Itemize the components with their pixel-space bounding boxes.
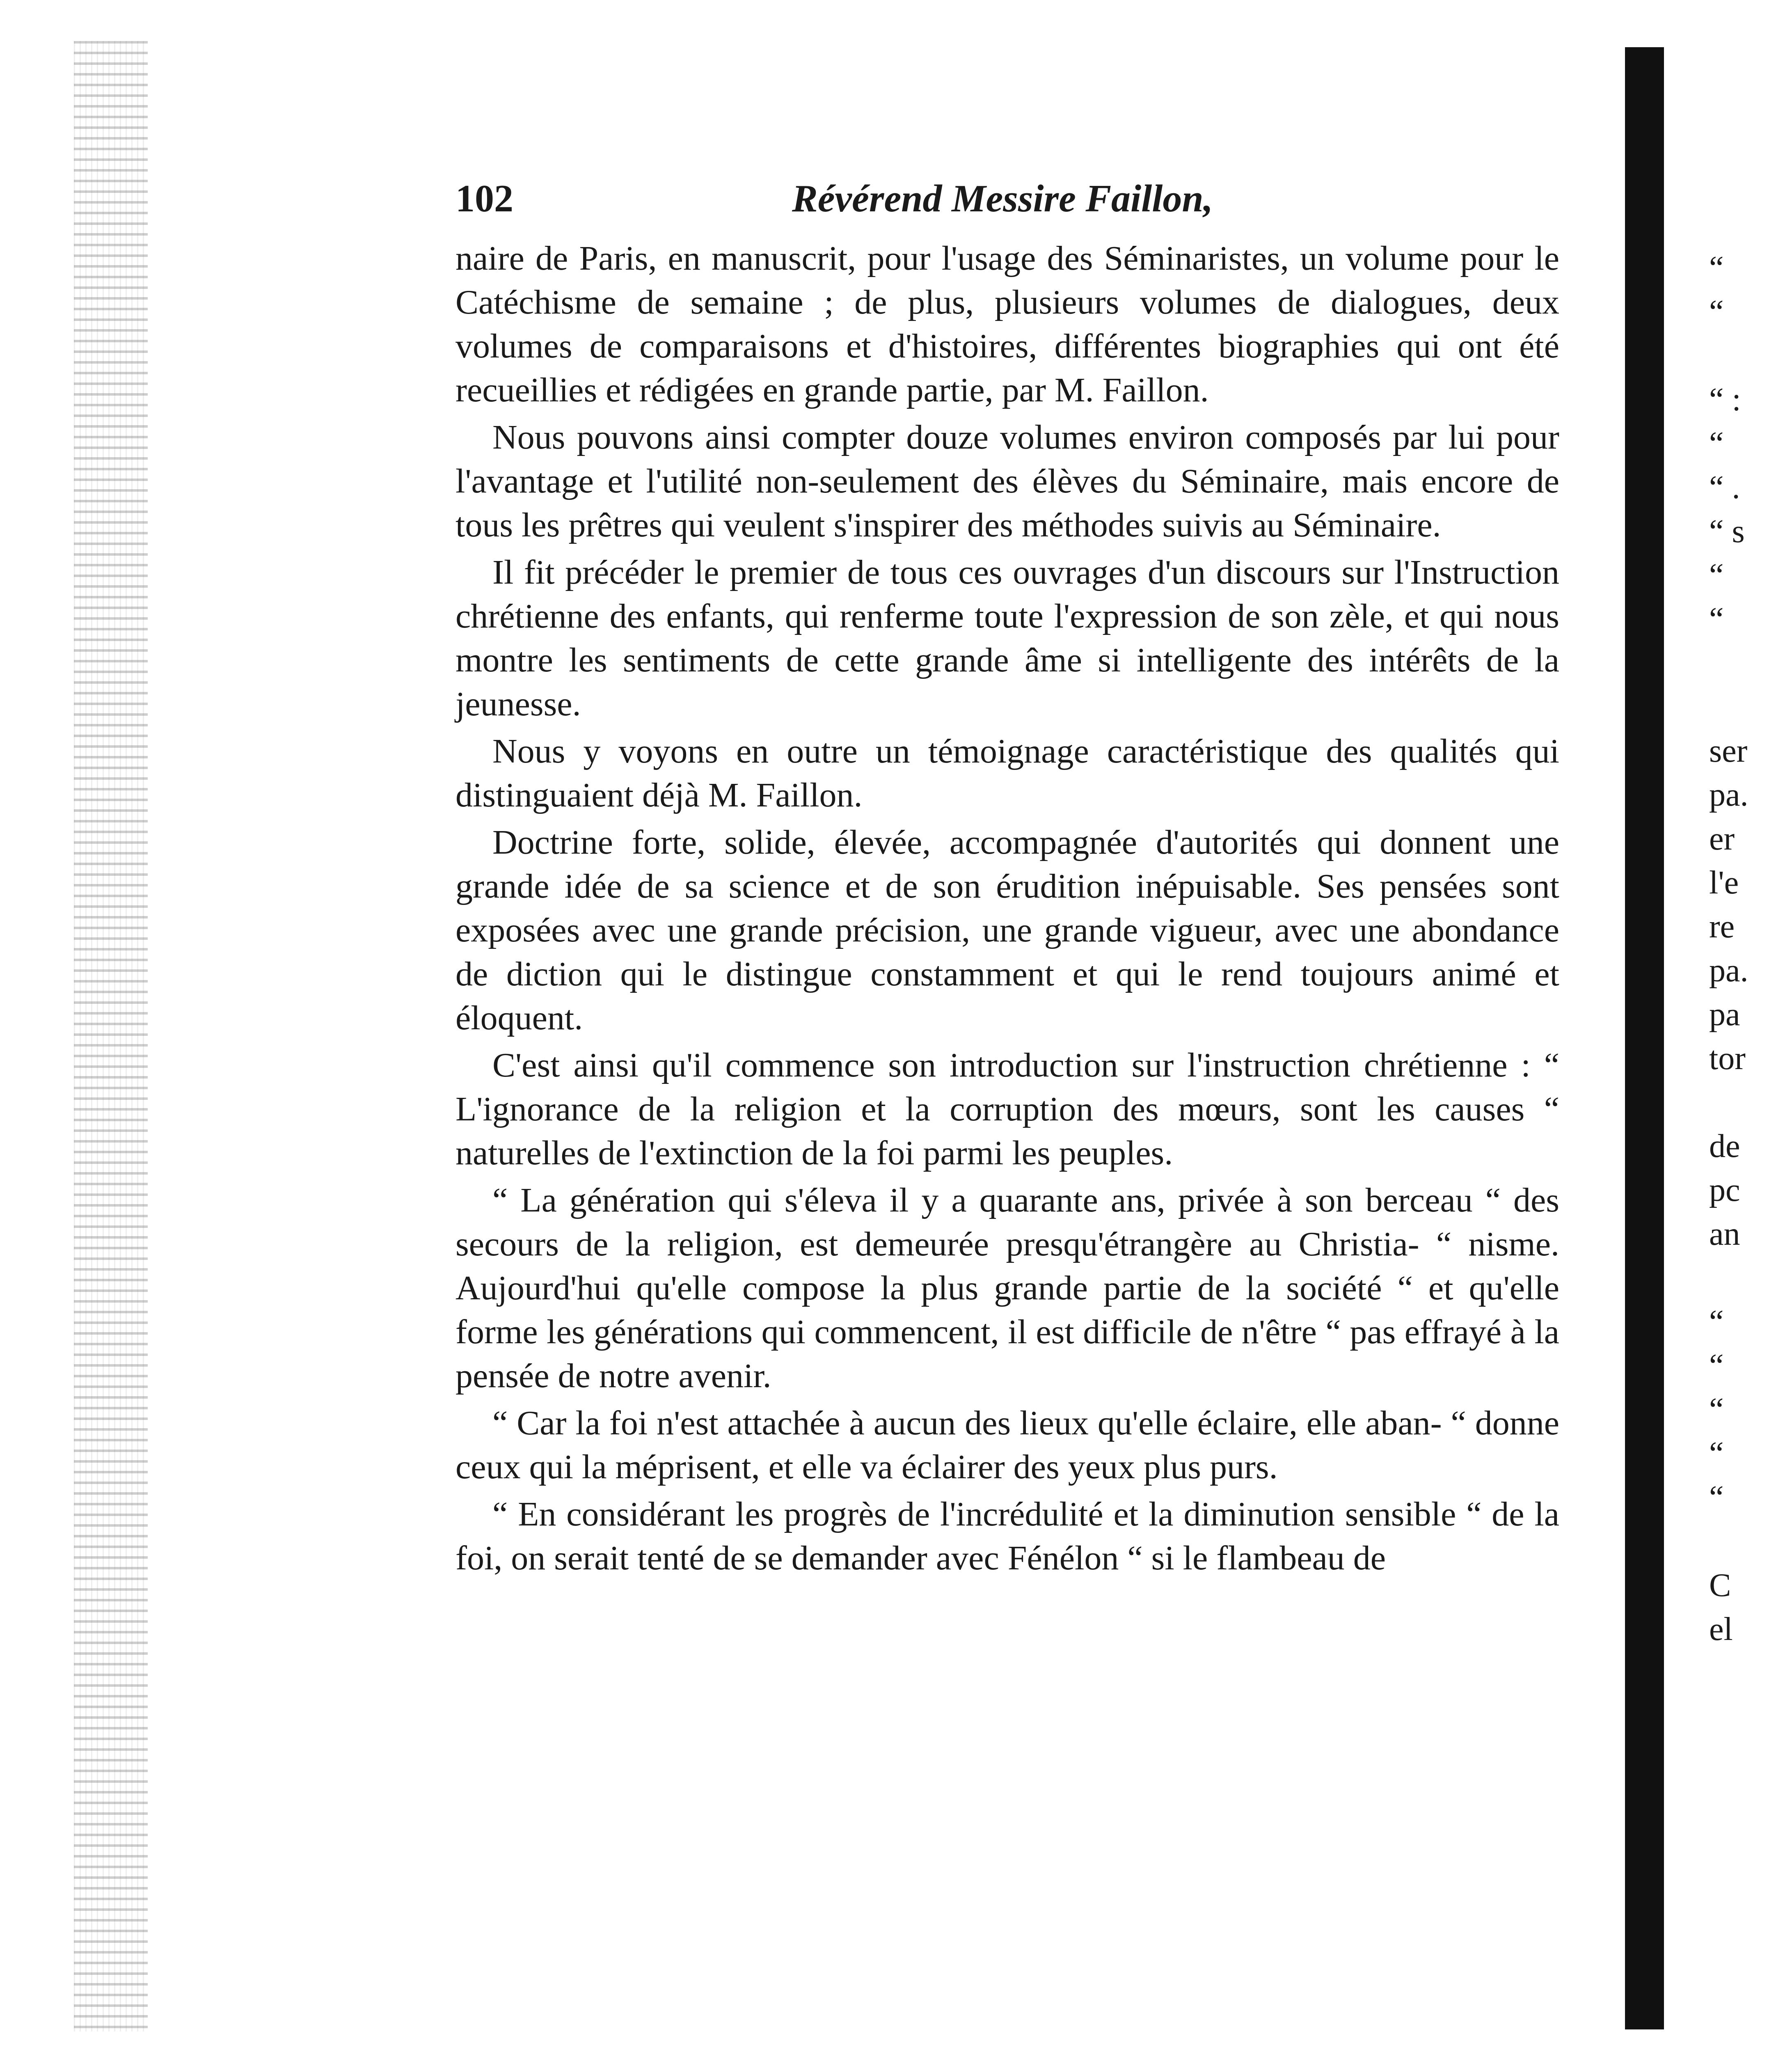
facing-page-line: “ (1709, 1392, 1724, 1428)
facing-page-line: el (1709, 1611, 1733, 1647)
facing-page-line: “ (1709, 557, 1724, 593)
facing-page-line (1709, 641, 1792, 685)
paragraph: “ Car la foi n'est attachée à aucun des lieux qu'elle éclaire, elle aban- “ donne ceux qui la méprisent, et elle va éclairer des yeux plus purs. (455, 1404, 1559, 1486)
facing-page-line: “ (1709, 294, 1724, 330)
facing-page-line: “ . (1709, 469, 1740, 506)
facing-page-line: pc (1709, 1172, 1740, 1208)
page-header (455, 164, 1559, 222)
facing-page-line: “ : (1709, 382, 1741, 418)
facing-page-line: “ (1709, 1348, 1724, 1384)
facing-page-line (1709, 1520, 1792, 1564)
book-page (455, 164, 1559, 1583)
facing-page-line (1709, 1256, 1792, 1300)
facing-page-line: er (1709, 821, 1735, 857)
facing-page-fragment (1709, 246, 1792, 1651)
facing-page-line: C (1709, 1567, 1731, 1603)
facing-page-line (1709, 685, 1792, 729)
facing-page-line: “ (1709, 250, 1724, 286)
facing-page-line: “ (1709, 1304, 1724, 1340)
paragraph: “ La génération qui s'éleva il y a quarante ans, privée à son berceau “ des secours de la religion, est demeurée presqu'étrangère au Christia- “ nisme. Aujourd'hui qu'elle compose la plus grande partie de la société “ et qu'elle forme les générations qui commencent, il est difficile de n'être “ pas effrayé à la pensée de notre avenir. (455, 1181, 1559, 1395)
paragraph: “ En considérant les progrès de l'incrédulité et la diminution sensible “ de la foi, on serait tenté de se demander avec Fénélon “ si le flambeau de (455, 1495, 1559, 1577)
paragraph: C'est ainsi qu'il commence son introduction sur l'instruction chrétienne : “ L'ignorance de la religion et la corruption des mœurs, sont les causes “ naturelles de l'extinction de la foi parmi les peuples. (455, 1046, 1559, 1172)
facing-page-line: tor (1709, 1040, 1746, 1076)
facing-page-line (1709, 334, 1792, 378)
facing-page-line: an (1709, 1216, 1740, 1252)
facing-page-line: “ (1709, 1479, 1724, 1516)
facing-page-line (1709, 1081, 1792, 1124)
page-number: 102 (455, 177, 513, 220)
paragraph: Nous pouvons ainsi compter douze volumes environ composés par lui pour l'avantage et l'utilité non-seulement des élèves du Séminaire, mais encore de tous les prêtres qui veulent s'inspirer des méthodes suivis au Séminaire. (455, 418, 1559, 544)
running-title: Révérend Messire Faillon, (792, 177, 1213, 220)
facing-page-line: “ (1709, 1436, 1724, 1472)
binding-gutter (1625, 47, 1664, 2029)
facing-page-line: “ (1709, 426, 1724, 462)
facing-page-line: pa. (1709, 953, 1749, 989)
facing-page-line: de (1709, 1128, 1740, 1164)
facing-page-line: re (1709, 909, 1735, 945)
facing-page-line: pa (1709, 996, 1740, 1033)
paragraph: Doctrine forte, solide, élevée, accompagnée d'autorités qui donnent une grande idée de sa science et de son érudition inépuisable. Ses pensées sont exposées avec une grande précision, une grande vigueur, avec une abondance de diction qui le distingue constamment et qui le rend toujours animé et éloquent. (455, 823, 1559, 1037)
scan-edge-noise (74, 41, 148, 2031)
body-text (455, 236, 1559, 1580)
paragraph: Nous y voyons en outre un témoignage caractéristique des qualités qui distinguaient déjà M. Faillon. (455, 732, 1559, 814)
facing-page-line: “ (1709, 601, 1724, 637)
paragraph: naire de Paris, en manuscrit, pour l'usage des Séminaristes, un volume pour le Catéchisme de semaine ; de plus, plusieurs volumes de dialogues, deux volumes de comparaisons et d'histoires, différentes biographies qui ont été recueillies et rédigées en grande partie, par M. Faillon. (455, 239, 1559, 409)
paragraph: Il fit précéder le premier de tous ces ouvrages d'un discours sur l'Instruction chrétienne des enfants, qui renferme toute l'expression de son zèle, et qui nous montre les sentiments de cette grande âme si intelligente des intérêts de la jeunesse. (455, 553, 1559, 723)
facing-page-line: l'e (1709, 865, 1739, 901)
facing-page-line: ser (1709, 733, 1748, 769)
facing-page-line: pa. (1709, 777, 1749, 813)
facing-page-line: “ s (1709, 513, 1745, 550)
